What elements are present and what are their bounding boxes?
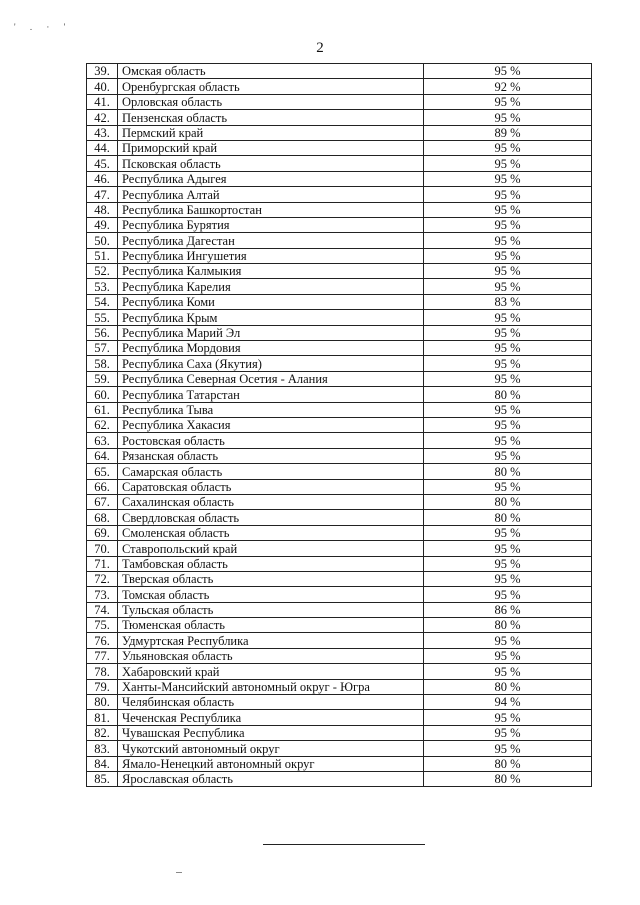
percentage-cell: 95 % bbox=[424, 725, 592, 740]
row-number-cell: 80. bbox=[87, 695, 118, 710]
region-name-cell: Сахалинская область bbox=[118, 494, 424, 509]
region-name-cell: Тульская область bbox=[118, 602, 424, 617]
percentage-cell: 95 % bbox=[424, 710, 592, 725]
region-name-cell: Ханты-Мансийский автономный округ - Югра bbox=[118, 679, 424, 694]
percentage-cell: 92 % bbox=[424, 79, 592, 94]
percentage-cell: 95 % bbox=[424, 633, 592, 648]
percentage-cell: 95 % bbox=[424, 479, 592, 494]
region-name-cell: Ставропольский край bbox=[118, 541, 424, 556]
row-number-cell: 55. bbox=[87, 310, 118, 325]
percentage-cell: 95 % bbox=[424, 110, 592, 125]
table-row bbox=[87, 202, 592, 217]
row-number-cell: 45. bbox=[87, 156, 118, 171]
row-number-cell: 42. bbox=[87, 110, 118, 125]
region-name-cell: Псковская область bbox=[118, 156, 424, 171]
region-name-cell: Тюменская область bbox=[118, 618, 424, 633]
table-row bbox=[87, 771, 592, 786]
region-name-cell: Республика Мордовия bbox=[118, 341, 424, 356]
percentage-cell: 95 % bbox=[424, 64, 592, 79]
region-name-cell: Самарская область bbox=[118, 464, 424, 479]
percentage-cell: 95 % bbox=[424, 94, 592, 109]
region-name-cell: Ярославская область bbox=[118, 771, 424, 786]
region-name-cell: Тамбовская область bbox=[118, 556, 424, 571]
region-name-cell: Республика Алтай bbox=[118, 187, 424, 202]
region-name-cell: Республика Адыгея bbox=[118, 171, 424, 186]
table-row bbox=[87, 110, 592, 125]
row-number-cell: 73. bbox=[87, 587, 118, 602]
region-name-cell: Томская область bbox=[118, 587, 424, 602]
percentage-cell: 95 % bbox=[424, 264, 592, 279]
table-row bbox=[87, 648, 592, 663]
row-number-cell: 48. bbox=[87, 202, 118, 217]
table-row bbox=[87, 140, 592, 155]
row-number-cell: 71. bbox=[87, 556, 118, 571]
row-number-cell: 63. bbox=[87, 433, 118, 448]
row-number-cell: 56. bbox=[87, 325, 118, 340]
row-number-cell: 79. bbox=[87, 679, 118, 694]
row-number-cell: 68. bbox=[87, 510, 118, 525]
percentage-cell: 95 % bbox=[424, 140, 592, 155]
table-row bbox=[87, 387, 592, 402]
percentage-cell: 95 % bbox=[424, 325, 592, 340]
table-row bbox=[87, 64, 592, 79]
region-name-cell: Республика Коми bbox=[118, 294, 424, 309]
page-number: 2 bbox=[316, 40, 324, 56]
row-number-cell: 81. bbox=[87, 710, 118, 725]
row-number-cell: 50. bbox=[87, 233, 118, 248]
row-number-cell: 52. bbox=[87, 264, 118, 279]
regions-table-body bbox=[87, 64, 592, 787]
table-row bbox=[87, 125, 592, 140]
table-row bbox=[87, 448, 592, 463]
table-row bbox=[87, 725, 592, 740]
region-name-cell: Орловская область bbox=[118, 94, 424, 109]
table-row bbox=[87, 633, 592, 648]
region-name-cell: Ямало-Ненецкий автономный округ bbox=[118, 756, 424, 771]
region-name-cell: Тверская область bbox=[118, 571, 424, 586]
percentage-cell: 95 % bbox=[424, 187, 592, 202]
region-name-cell: Республика Бурятия bbox=[118, 217, 424, 232]
row-number-cell: 40. bbox=[87, 79, 118, 94]
percentage-cell: 95 % bbox=[424, 356, 592, 371]
row-number-cell: 64. bbox=[87, 448, 118, 463]
scan-marks: ' . · ' bbox=[14, 22, 72, 32]
percentage-cell: 95 % bbox=[424, 417, 592, 432]
percentage-cell: 95 % bbox=[424, 217, 592, 232]
table-row bbox=[87, 571, 592, 586]
row-number-cell: 69. bbox=[87, 525, 118, 540]
percentage-cell: 95 % bbox=[424, 171, 592, 186]
region-name-cell: Республика Дагестан bbox=[118, 233, 424, 248]
table-row bbox=[87, 217, 592, 232]
percentage-cell: 95 % bbox=[424, 525, 592, 540]
row-number-cell: 62. bbox=[87, 417, 118, 432]
region-name-cell: Рязанская область bbox=[118, 448, 424, 463]
signature-line bbox=[263, 844, 425, 845]
region-name-cell: Хабаровский край bbox=[118, 664, 424, 679]
percentage-cell: 80 % bbox=[424, 464, 592, 479]
table-row bbox=[87, 79, 592, 94]
percentage-cell: 95 % bbox=[424, 279, 592, 294]
table-row bbox=[87, 356, 592, 371]
percentage-cell: 80 % bbox=[424, 771, 592, 786]
row-number-cell: 67. bbox=[87, 494, 118, 509]
region-name-cell: Республика Тыва bbox=[118, 402, 424, 417]
region-name-cell: Республика Ингушетия bbox=[118, 248, 424, 263]
table-row bbox=[87, 756, 592, 771]
table-row bbox=[87, 433, 592, 448]
region-name-cell: Чувашская Республика bbox=[118, 725, 424, 740]
row-number-cell: 39. bbox=[87, 64, 118, 79]
percentage-cell: 80 % bbox=[424, 387, 592, 402]
row-number-cell: 61. bbox=[87, 402, 118, 417]
table-row bbox=[87, 587, 592, 602]
region-name-cell: Смоленская область bbox=[118, 525, 424, 540]
percentage-cell: 80 % bbox=[424, 494, 592, 509]
region-name-cell: Республика Татарстан bbox=[118, 387, 424, 402]
table-row bbox=[87, 341, 592, 356]
region-name-cell: Республика Башкортостан bbox=[118, 202, 424, 217]
percentage-cell: 80 % bbox=[424, 679, 592, 694]
region-name-cell: Челябинская область bbox=[118, 695, 424, 710]
table-row bbox=[87, 417, 592, 432]
percentage-cell: 94 % bbox=[424, 695, 592, 710]
row-number-cell: 77. bbox=[87, 648, 118, 663]
row-number-cell: 72. bbox=[87, 571, 118, 586]
table-row bbox=[87, 171, 592, 186]
percentage-cell: 86 % bbox=[424, 602, 592, 617]
scan-dash-mark bbox=[176, 872, 182, 873]
row-number-cell: 57. bbox=[87, 341, 118, 356]
percentage-cell: 80 % bbox=[424, 618, 592, 633]
row-number-cell: 70. bbox=[87, 541, 118, 556]
region-name-cell: Приморский край bbox=[118, 140, 424, 155]
region-name-cell: Свердловская область bbox=[118, 510, 424, 525]
table-row bbox=[87, 479, 592, 494]
table-row bbox=[87, 541, 592, 556]
table-row bbox=[87, 248, 592, 263]
percentage-cell: 95 % bbox=[424, 156, 592, 171]
table-row bbox=[87, 525, 592, 540]
row-number-cell: 59. bbox=[87, 371, 118, 386]
table-row bbox=[87, 325, 592, 340]
row-number-cell: 41. bbox=[87, 94, 118, 109]
table-row bbox=[87, 695, 592, 710]
percentage-cell: 95 % bbox=[424, 233, 592, 248]
percentage-cell: 95 % bbox=[424, 556, 592, 571]
percentage-cell: 95 % bbox=[424, 741, 592, 756]
row-number-cell: 65. bbox=[87, 464, 118, 479]
percentage-cell: 95 % bbox=[424, 402, 592, 417]
table-row bbox=[87, 556, 592, 571]
percentage-cell: 89 % bbox=[424, 125, 592, 140]
table-row bbox=[87, 602, 592, 617]
region-name-cell: Оренбургская область bbox=[118, 79, 424, 94]
region-name-cell: Республика Марий Эл bbox=[118, 325, 424, 340]
row-number-cell: 83. bbox=[87, 741, 118, 756]
region-name-cell: Пензенская область bbox=[118, 110, 424, 125]
table-row bbox=[87, 294, 592, 309]
table-row bbox=[87, 233, 592, 248]
row-number-cell: 78. bbox=[87, 664, 118, 679]
row-number-cell: 46. bbox=[87, 171, 118, 186]
row-number-cell: 75. bbox=[87, 618, 118, 633]
row-number-cell: 54. bbox=[87, 294, 118, 309]
region-name-cell: Ульяновская область bbox=[118, 648, 424, 663]
region-name-cell: Чукотский автономный округ bbox=[118, 741, 424, 756]
row-number-cell: 43. bbox=[87, 125, 118, 140]
percentage-cell: 95 % bbox=[424, 664, 592, 679]
region-name-cell: Республика Крым bbox=[118, 310, 424, 325]
percentage-cell: 95 % bbox=[424, 202, 592, 217]
percentage-cell: 95 % bbox=[424, 587, 592, 602]
region-name-cell: Ростовская область bbox=[118, 433, 424, 448]
percentage-cell: 95 % bbox=[424, 433, 592, 448]
row-number-cell: 85. bbox=[87, 771, 118, 786]
row-number-cell: 44. bbox=[87, 140, 118, 155]
table-row bbox=[87, 94, 592, 109]
region-name-cell: Чеченская Республика bbox=[118, 710, 424, 725]
row-number-cell: 49. bbox=[87, 217, 118, 232]
table-row bbox=[87, 664, 592, 679]
region-name-cell: Республика Хакасия bbox=[118, 417, 424, 432]
region-name-cell: Республика Северная Осетия - Алания bbox=[118, 371, 424, 386]
table-row bbox=[87, 464, 592, 479]
region-name-cell: Омская область bbox=[118, 64, 424, 79]
region-name-cell: Республика Калмыкия bbox=[118, 264, 424, 279]
table-row bbox=[87, 279, 592, 294]
percentage-cell: 83 % bbox=[424, 294, 592, 309]
row-number-cell: 58. bbox=[87, 356, 118, 371]
percentage-cell: 95 % bbox=[424, 310, 592, 325]
row-number-cell: 51. bbox=[87, 248, 118, 263]
percentage-cell: 95 % bbox=[424, 648, 592, 663]
table-row bbox=[87, 402, 592, 417]
table-row bbox=[87, 371, 592, 386]
percentage-cell: 95 % bbox=[424, 448, 592, 463]
row-number-cell: 60. bbox=[87, 387, 118, 402]
table-row bbox=[87, 679, 592, 694]
table-row bbox=[87, 741, 592, 756]
percentage-cell: 80 % bbox=[424, 510, 592, 525]
row-number-cell: 47. bbox=[87, 187, 118, 202]
table-row bbox=[87, 264, 592, 279]
region-name-cell: Республика Карелия bbox=[118, 279, 424, 294]
percentage-cell: 95 % bbox=[424, 571, 592, 586]
percentage-cell: 95 % bbox=[424, 341, 592, 356]
percentage-cell: 95 % bbox=[424, 541, 592, 556]
table-row bbox=[87, 710, 592, 725]
row-number-cell: 53. bbox=[87, 279, 118, 294]
row-number-cell: 84. bbox=[87, 756, 118, 771]
table-row bbox=[87, 618, 592, 633]
row-number-cell: 74. bbox=[87, 602, 118, 617]
percentage-cell: 80 % bbox=[424, 756, 592, 771]
table-row bbox=[87, 187, 592, 202]
row-number-cell: 76. bbox=[87, 633, 118, 648]
region-name-cell: Саратовская область bbox=[118, 479, 424, 494]
table-row bbox=[87, 310, 592, 325]
table-row bbox=[87, 510, 592, 525]
percentage-cell: 95 % bbox=[424, 248, 592, 263]
row-number-cell: 66. bbox=[87, 479, 118, 494]
table-row bbox=[87, 156, 592, 171]
regions-table bbox=[86, 63, 592, 787]
percentage-cell: 95 % bbox=[424, 371, 592, 386]
table-row bbox=[87, 494, 592, 509]
row-number-cell: 82. bbox=[87, 725, 118, 740]
region-name-cell: Республика Саха (Якутия) bbox=[118, 356, 424, 371]
region-name-cell: Удмуртская Республика bbox=[118, 633, 424, 648]
region-name-cell: Пермский край bbox=[118, 125, 424, 140]
